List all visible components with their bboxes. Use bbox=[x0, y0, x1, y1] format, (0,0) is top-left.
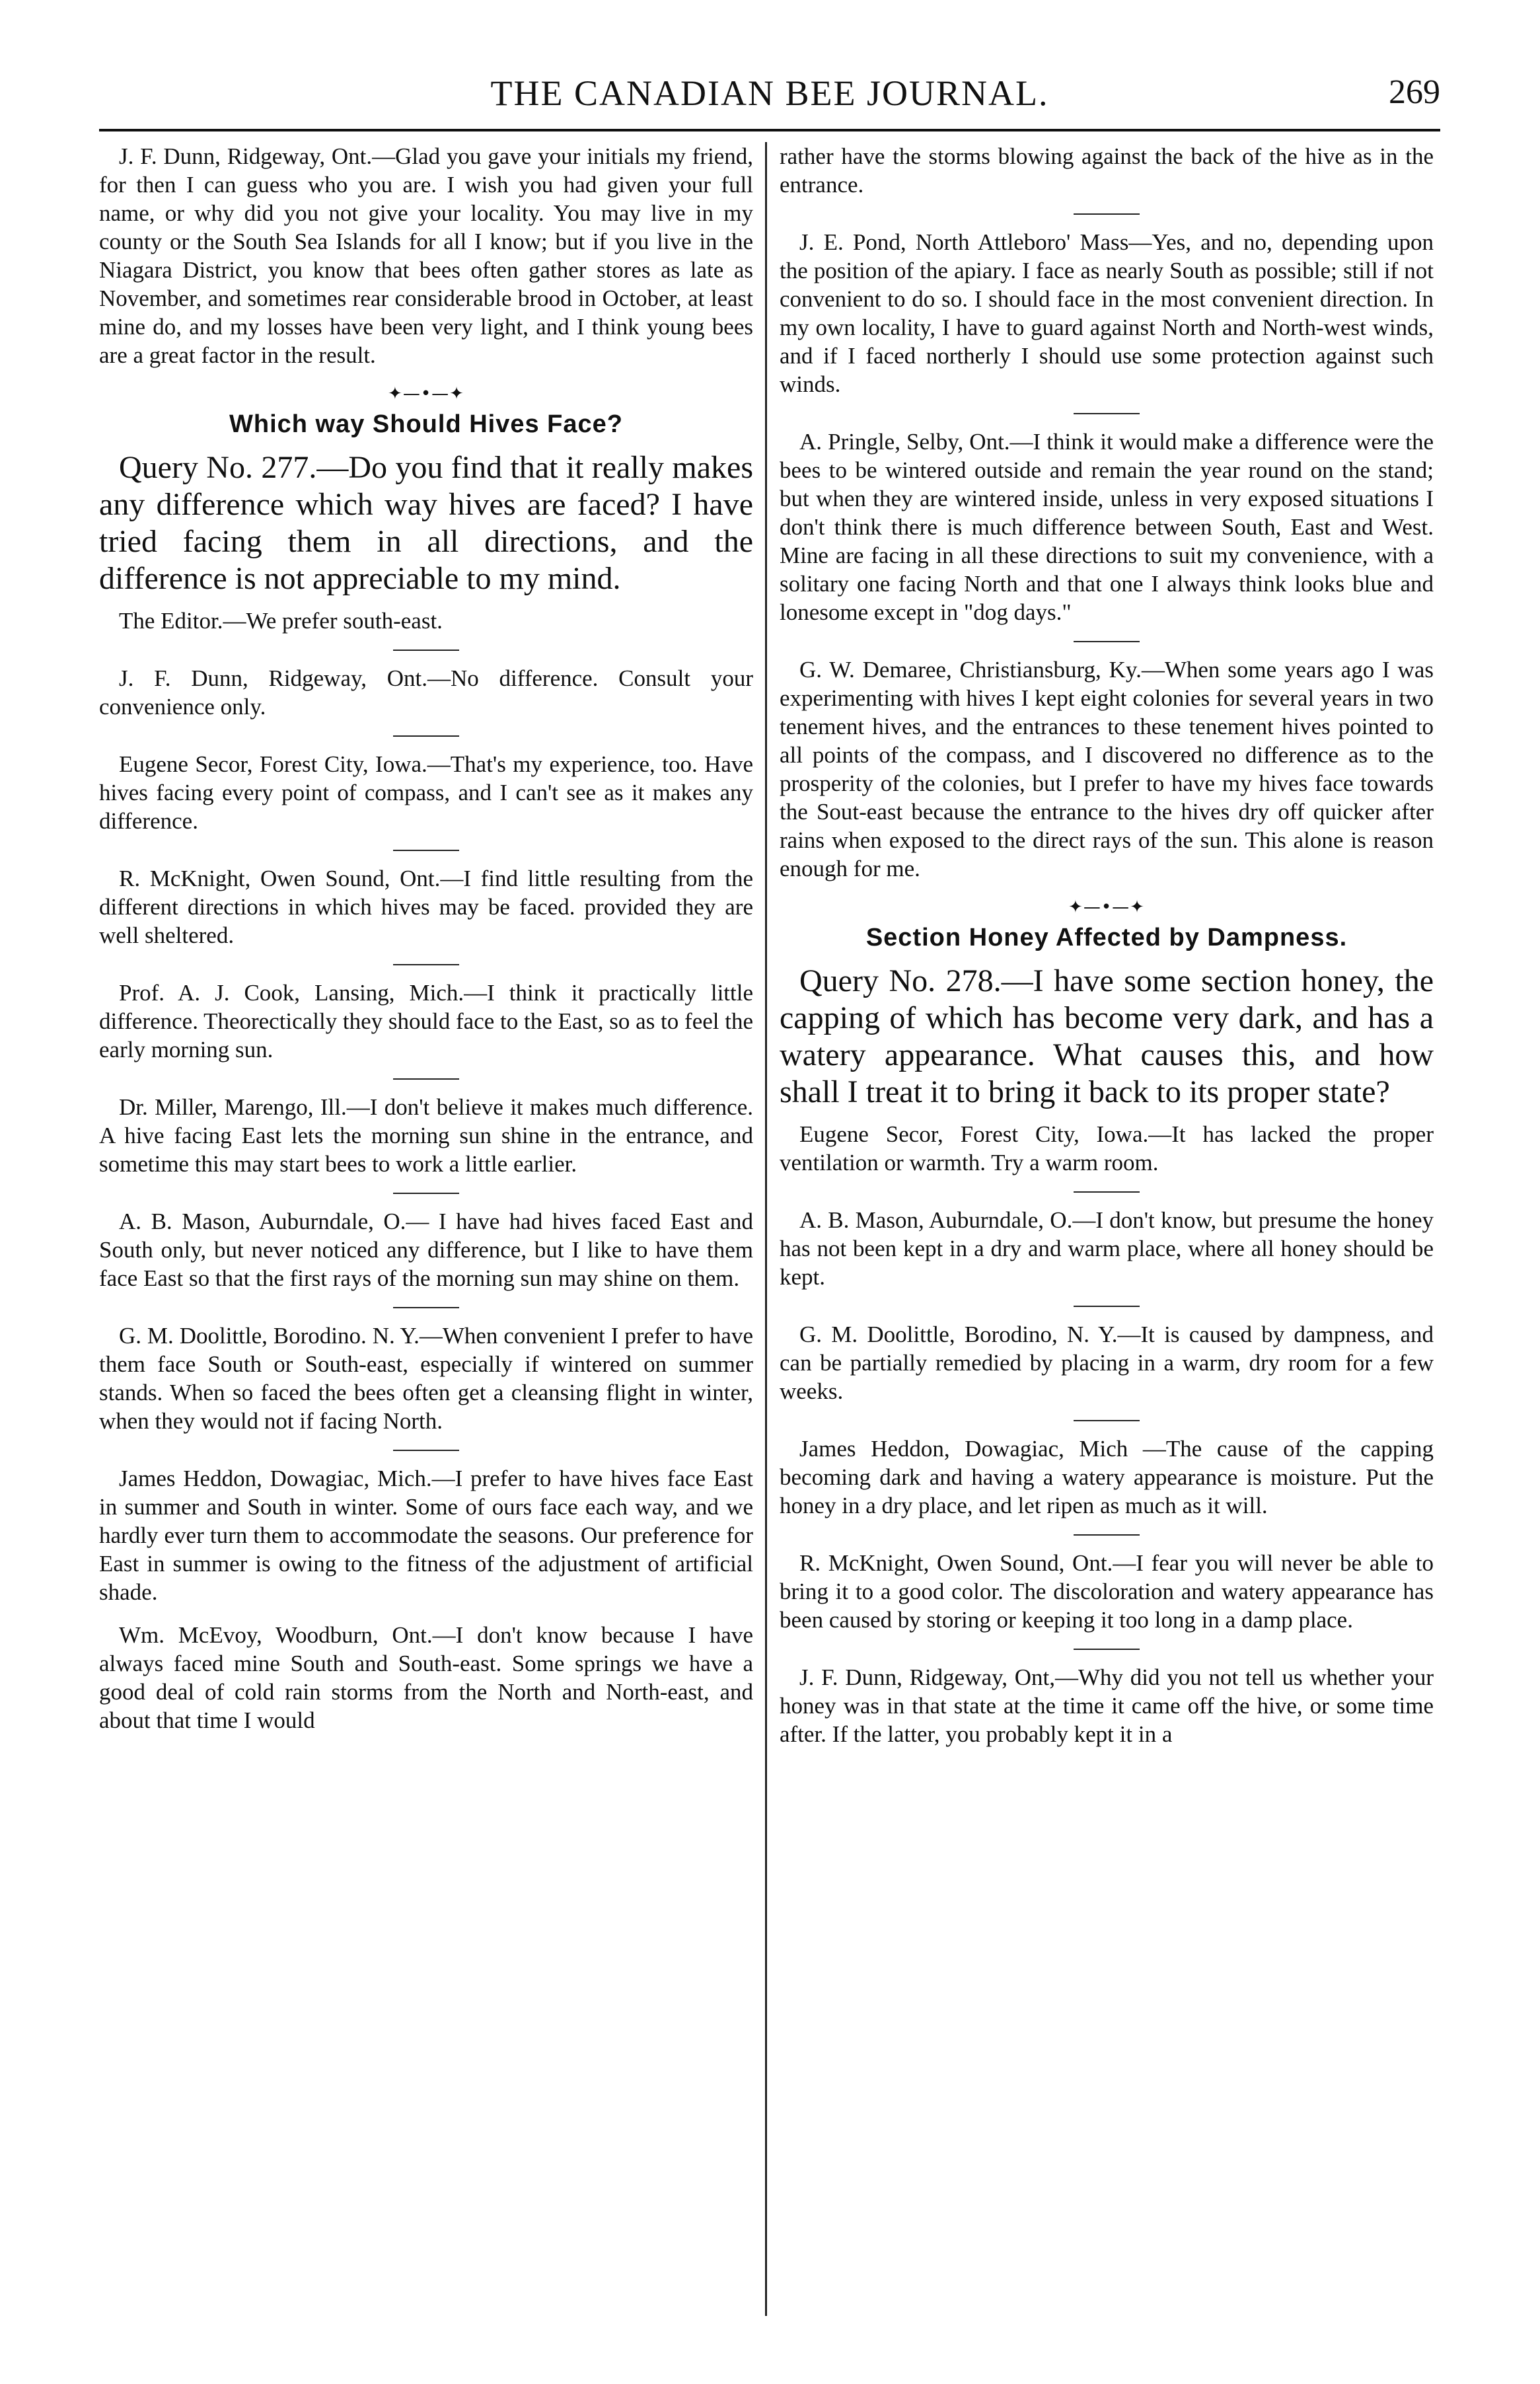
journal-title: THE CANADIAN BEE JOURNAL. bbox=[490, 73, 1049, 113]
reply-mason-277: A. B. Mason, Auburndale, O.— I have had hives faced East and South only, but never noticed any difference, but I like to have them face East so that the first rays of the morning sun may shine on them. bbox=[99, 1209, 753, 1291]
query-278: Query No. 278.—I have some section honey, the capping of which has become very dark, and has a watery appearance. What causes this, and how shall I treat it to bring it back to its proper state? bbox=[780, 963, 1434, 1109]
query-277: Query No. 277.—Do you find that it really makes any difference which way hives are faced? I have tried facing them in all directions, and the difference is not appreciable to my mind. bbox=[99, 450, 753, 596]
reply-pringle-277: A. Pringle, Selby, Ont.—I think it would make a difference were the bees to be wintered outside and remain the year round on the stand; but when they are wintered inside, unless in very exposed situations I don't think there is much difference between South, East and West. Mine are facing in all these directions to suit my convenience, with a solitary one facing North and that one I always think looks blue and lonesome except in "dog days." bbox=[780, 429, 1434, 625]
reply-secor-278: Eugene Secor, Forest City, Iowa.—It has lacked the proper ventilation or warmth. Try a warm room. bbox=[780, 1121, 1434, 1175]
separator bbox=[393, 1450, 459, 1451]
reply-dunn-intro: J. F. Dunn, Ridgeway, Ont.—Glad you gave your initials my friend, for then I can guess who you are. I wish you had given your full name, or why did you not give your locality. You may live in my county or the South Sea Islands for all I know; but if you live in the Niagara District, you know that bees often gather stores as late as November, and sometimes rear considerable brood in October, at least mine do, and my losses have been very light, and I think young bees are a great factor in the result. bbox=[99, 143, 753, 368]
reply-heddon-278: James Heddon, Dowagiac, Mich —The cause of the capping becoming dark and having a watery appearance is moisture. Put the honey in a dry place, and let ripen as much as it will. bbox=[780, 1436, 1434, 1518]
reply-mcknight-278: R. McKnight, Owen Sound, Ont.—I fear you will never be able to bring it to a good color. The discoloration and watery appearance has been caused by storing or keeping it too long in a damp place. bbox=[780, 1550, 1434, 1633]
separator bbox=[393, 964, 459, 965]
column-divider bbox=[765, 142, 767, 2316]
separator bbox=[1074, 413, 1140, 414]
reply-mason-278: A. B. Mason, Auburndale, O.—I don't know, but presume the honey has not been kept in a dry and warm place, where all honey should be kept. bbox=[780, 1207, 1434, 1290]
separator bbox=[1074, 1306, 1140, 1307]
reply-cook-277: Prof. A. J. Cook, Lansing, Mich.—I think it practically little difference. Theorectically they should face to the East, so as to feel the early morning sun. bbox=[99, 980, 753, 1062]
separator bbox=[393, 735, 459, 737]
separator bbox=[1074, 1534, 1140, 1536]
separator bbox=[1074, 1420, 1140, 1421]
right-column bbox=[780, 142, 1434, 1763]
section-ornament: ✦—•—✦ bbox=[388, 384, 464, 404]
reply-mcevoy-277: Wm. McEvoy, Woodburn, Ont.—I don't know because I have always faced mine South and South-east. Some springs we have a good deal of cold rain storms from the North and North-east, and about that time I would bbox=[99, 1622, 753, 1733]
section-heading-honey-dampness: Section Honey Affected by Dampness. bbox=[865, 924, 1348, 951]
reply-pond-277: J. E. Pond, North Attleboro' Mass—Yes, and no, depending upon the position of the apiary. I face as nearly South as possible; still if not convenient to do so. I should face in the most convenient direction. In my own locality, I have to guard against North and North-west winds, and if I faced northerly I should use some protection against such winds. bbox=[780, 229, 1434, 397]
separator bbox=[393, 1193, 459, 1194]
page-number: 269 bbox=[1389, 73, 1440, 111]
separator bbox=[393, 650, 459, 651]
separator bbox=[1074, 641, 1140, 642]
reply-editor-277: The Editor.—We prefer south-east. bbox=[119, 608, 443, 634]
separator bbox=[393, 850, 459, 851]
left-column bbox=[99, 142, 753, 1749]
reply-mcknight-277: R. McKnight, Owen Sound, Ont.—I find little resulting from the different directions in which hives may be faced. provided they are well sheltered. bbox=[99, 866, 753, 948]
page-header bbox=[99, 73, 1440, 126]
separator bbox=[1074, 1191, 1140, 1193]
reply-heddon-277: James Heddon, Dowagiac, Mich.—I prefer to have hives face East in summer and South in winter. Some of ours face each way, and we hardly ever turn them to accommodate the seasons. Our preference for East in summer is owing to the fitness of the adjustment of artificial shade. bbox=[99, 1466, 753, 1605]
reply-doolittle-277: G. M. Doolittle, Borodino. N. Y.—When convenient I prefer to have them face South or South-east, especially if wintered on summer stands. When so faced the bees often get a cleansing flight in winter, when they would not if facing North. bbox=[99, 1323, 753, 1434]
section-ornament: ✦—•—✦ bbox=[1068, 897, 1145, 917]
reply-dunn-278: J. F. Dunn, Ridgeway, Ont,—Why did you not tell us whether your honey was in that state at the time it came off the hive, or some time after. If the latter, you probably kept it in a bbox=[780, 1664, 1434, 1747]
separator bbox=[1074, 1649, 1140, 1650]
separator bbox=[393, 1307, 459, 1308]
reply-doolittle-278: G. M. Doolittle, Borodino, N. Y.—It is caused by dampness, and can be partially remedied by placing in a warm, dry room for a few weeks. bbox=[780, 1322, 1434, 1404]
separator bbox=[393, 1078, 459, 1080]
separator bbox=[1074, 213, 1140, 215]
reply-miller-277: Dr. Miller, Marengo, Ill.—I don't believe it makes much difference. A hive facing East lets the morning sun shine in the entrance, and sometime this may start bees to work a little earlier. bbox=[99, 1094, 753, 1177]
reply-dunn-277: J. F. Dunn, Ridgeway, Ont.—No difference. Consult your convenience only. bbox=[99, 665, 753, 720]
reply-secor-277: Eugene Secor, Forest City, Iowa.—That's my experience, too. Have hives facing every point of compass, and I can't see as it makes any difference. bbox=[99, 751, 753, 834]
reply-demaree-277: G. W. Demaree, Christiansburg, Ky.—When some years ago I was experimenting with hives I kept eight colonies for several years in two tenement hives, and the entrances to these tenement hives pointed to all points of the compass, and I discovered no difference as to the prosperity of the colonies, but I prefer to have my hives face towards the Sout-east because the entrance to the hives dry off quicker after rains when exposed to the direct rays of the sun. This alone is reason enough for me. bbox=[780, 657, 1434, 881]
header-rule bbox=[99, 129, 1440, 131]
reply-mcevoy-continued: rather have the storms blowing against the back of the hive as in the entrance. bbox=[780, 143, 1434, 198]
section-heading-hives-face: Which way Should Hives Face? bbox=[229, 410, 623, 438]
